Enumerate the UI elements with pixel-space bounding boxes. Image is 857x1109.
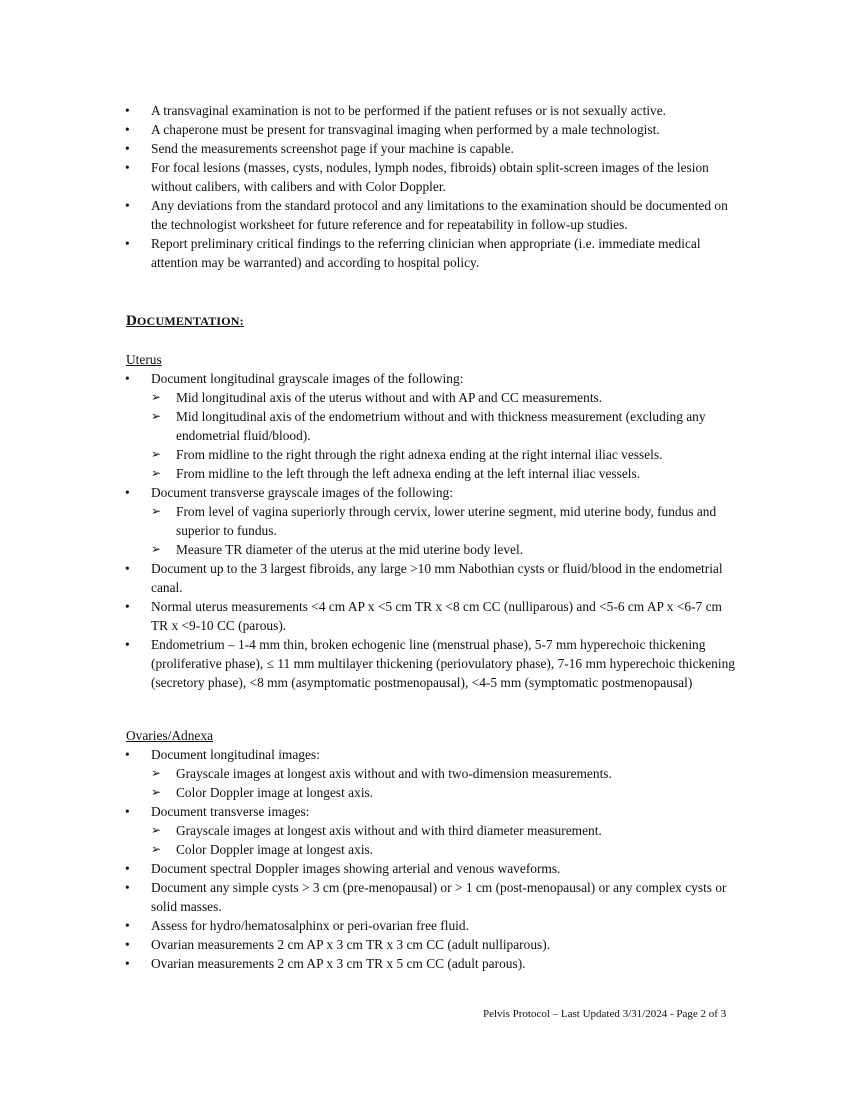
bullet-icon: • <box>125 160 130 175</box>
sub-list-item: ➢ Color Doppler image at longest axis. <box>151 785 374 800</box>
bullet-icon: • <box>125 141 130 156</box>
ovaries-list <box>0 745 857 973</box>
arrow-bullet-icon: ➢ <box>151 842 162 856</box>
sub-list-item: ➢ Measure TR diameter of the uterus at the mid uterine body level. <box>151 542 524 557</box>
bullet-icon: • <box>125 561 130 576</box>
bullet-icon: • <box>125 371 130 386</box>
sub-list-item: ➢ Grayscale images at longest axis without and with two-dimension measurements. <box>151 766 612 781</box>
sub-list-item: ➢ Color Doppler image at longest axis. <box>151 842 374 857</box>
list-item: • Document transverse grayscale images of the following: <box>125 485 453 500</box>
subsection-title-ovaries-adnexa: Ovaries/Adnexa <box>126 728 214 743</box>
sub-list-item: ➢ From midline to the right through the right adnexa ending at the right internal iliac vessels. <box>151 447 663 462</box>
subsection-title-uterus: Uterus <box>126 352 162 367</box>
sub-list-item: ➢ Mid longitudinal axis of the endometrium without and with thickness measurement (excluding any endometrial fluid/blood). <box>151 409 706 443</box>
list-item: • Document longitudinal grayscale images of the following: <box>125 371 464 386</box>
list-item: • Document any simple cysts > 3 cm (pre-menopausal) or > 1 cm (post-menopausal) or any complex cysts or solid masses. <box>125 880 727 914</box>
sub-list-item: ➢ From level of vagina superiorly through cervix, lower uterine segment, mid uterine body, fundus and superior to fundus. <box>151 504 717 538</box>
sub-list-item: ➢ Mid longitudinal axis of the uterus without and with AP and CC measurements. <box>151 390 603 405</box>
arrow-bullet-icon: ➢ <box>151 504 162 518</box>
bullet-icon: • <box>125 637 130 652</box>
arrow-bullet-icon: ➢ <box>151 542 162 556</box>
list-item: • Assess for hydro/hematosalphinx or peri-ovarian free fluid. <box>125 918 469 933</box>
bullet-icon: • <box>125 861 130 876</box>
list-item: • A transvaginal examination is not to be performed if the patient refuses or is not sexually active. <box>125 103 667 118</box>
arrow-bullet-icon: ➢ <box>151 447 162 461</box>
section-heading-documentation: DOCUMENTATION: <box>126 313 244 329</box>
arrow-bullet-icon: ➢ <box>151 409 162 423</box>
list-item: • Document up to the 3 largest fibroids, any large >10 mm Nabothian cysts or fluid/blood in the endometrial canal. <box>125 561 723 595</box>
list-item: • Normal uterus measurements <4 cm AP x <5 cm TR x <8 cm CC (nulliparous) and <5-6 cm AP x <6-7 cm TR x <9-10 CC (parous). <box>125 599 722 633</box>
intro-bullet-list <box>0 101 857 272</box>
bullet-icon: • <box>125 599 130 614</box>
arrow-bullet-icon: ➢ <box>151 466 162 480</box>
bullet-icon: • <box>125 937 130 952</box>
bullet-icon: • <box>125 122 130 137</box>
list-item: • Document transverse images: <box>125 804 310 819</box>
bullet-icon: • <box>125 236 130 251</box>
list-item: • Send the measurements screenshot page if your machine is capable. <box>125 141 514 156</box>
bullet-icon: • <box>125 880 130 895</box>
list-item: • A chaperone must be present for transvaginal imaging when performed by a male technologist. <box>125 122 660 137</box>
arrow-bullet-icon: ➢ <box>151 785 162 799</box>
sub-list-item: ➢ From midline to the left through the left adnexa ending at the left internal iliac vessels. <box>151 466 641 481</box>
bullet-icon: • <box>125 956 130 971</box>
list-item: • Endometrium – 1-4 mm thin, broken echogenic line (menstrual phase), 5-7 mm hyperechoic thickening (proliferative phase), ≤ 11 mm multilayer thickening (periovulatory phase), 7-16 mm hyperechoic thickening (secretory phase), <8 mm (asymptomatic postmenopausal), <4-5 mm (symptomatic postmenopausal) <box>125 637 735 690</box>
bullet-icon: • <box>125 804 130 819</box>
sub-list-item: ➢ Grayscale images at longest axis without and with third diameter measurement. <box>151 823 602 838</box>
bullet-icon: • <box>125 747 130 762</box>
bullet-icon: • <box>125 485 130 500</box>
list-item: • Document spectral Doppler images showing arterial and venous waveforms. <box>125 861 561 876</box>
bullet-icon: • <box>125 198 130 213</box>
list-item: • Ovarian measurements 2 cm AP x 3 cm TR x 5 cm CC (adult parous). <box>125 956 526 971</box>
arrow-bullet-icon: ➢ <box>151 390 162 404</box>
bullet-icon: • <box>125 103 130 118</box>
list-item: • Ovarian measurements 2 cm AP x 3 cm TR x 3 cm CC (adult nulliparous). <box>125 937 551 952</box>
uterus-list <box>0 369 857 692</box>
arrow-bullet-icon: ➢ <box>151 823 162 837</box>
list-item: • For focal lesions (masses, cysts, nodules, lymph nodes, fibroids) obtain split-screen images of the lesion without calibers, with calibers and with Color Doppler. <box>125 160 709 194</box>
page-footer: Pelvis Protocol – Last Updated 3/31/2024 - Page 2 of 3 <box>483 1008 727 1020</box>
bullet-icon: • <box>125 918 130 933</box>
arrow-bullet-icon: ➢ <box>151 766 162 780</box>
list-item: • Any deviations from the standard protocol and any limitations to the examination should be documented on the technologist worksheet for future reference and for repeatability in follow-up studies. <box>125 198 728 232</box>
list-item: • Report preliminary critical findings to the referring clinician when appropriate (i.e. immediate medical attention may be warranted) and according to hospital policy. <box>125 236 701 270</box>
list-item: • Document longitudinal images: <box>125 747 320 762</box>
